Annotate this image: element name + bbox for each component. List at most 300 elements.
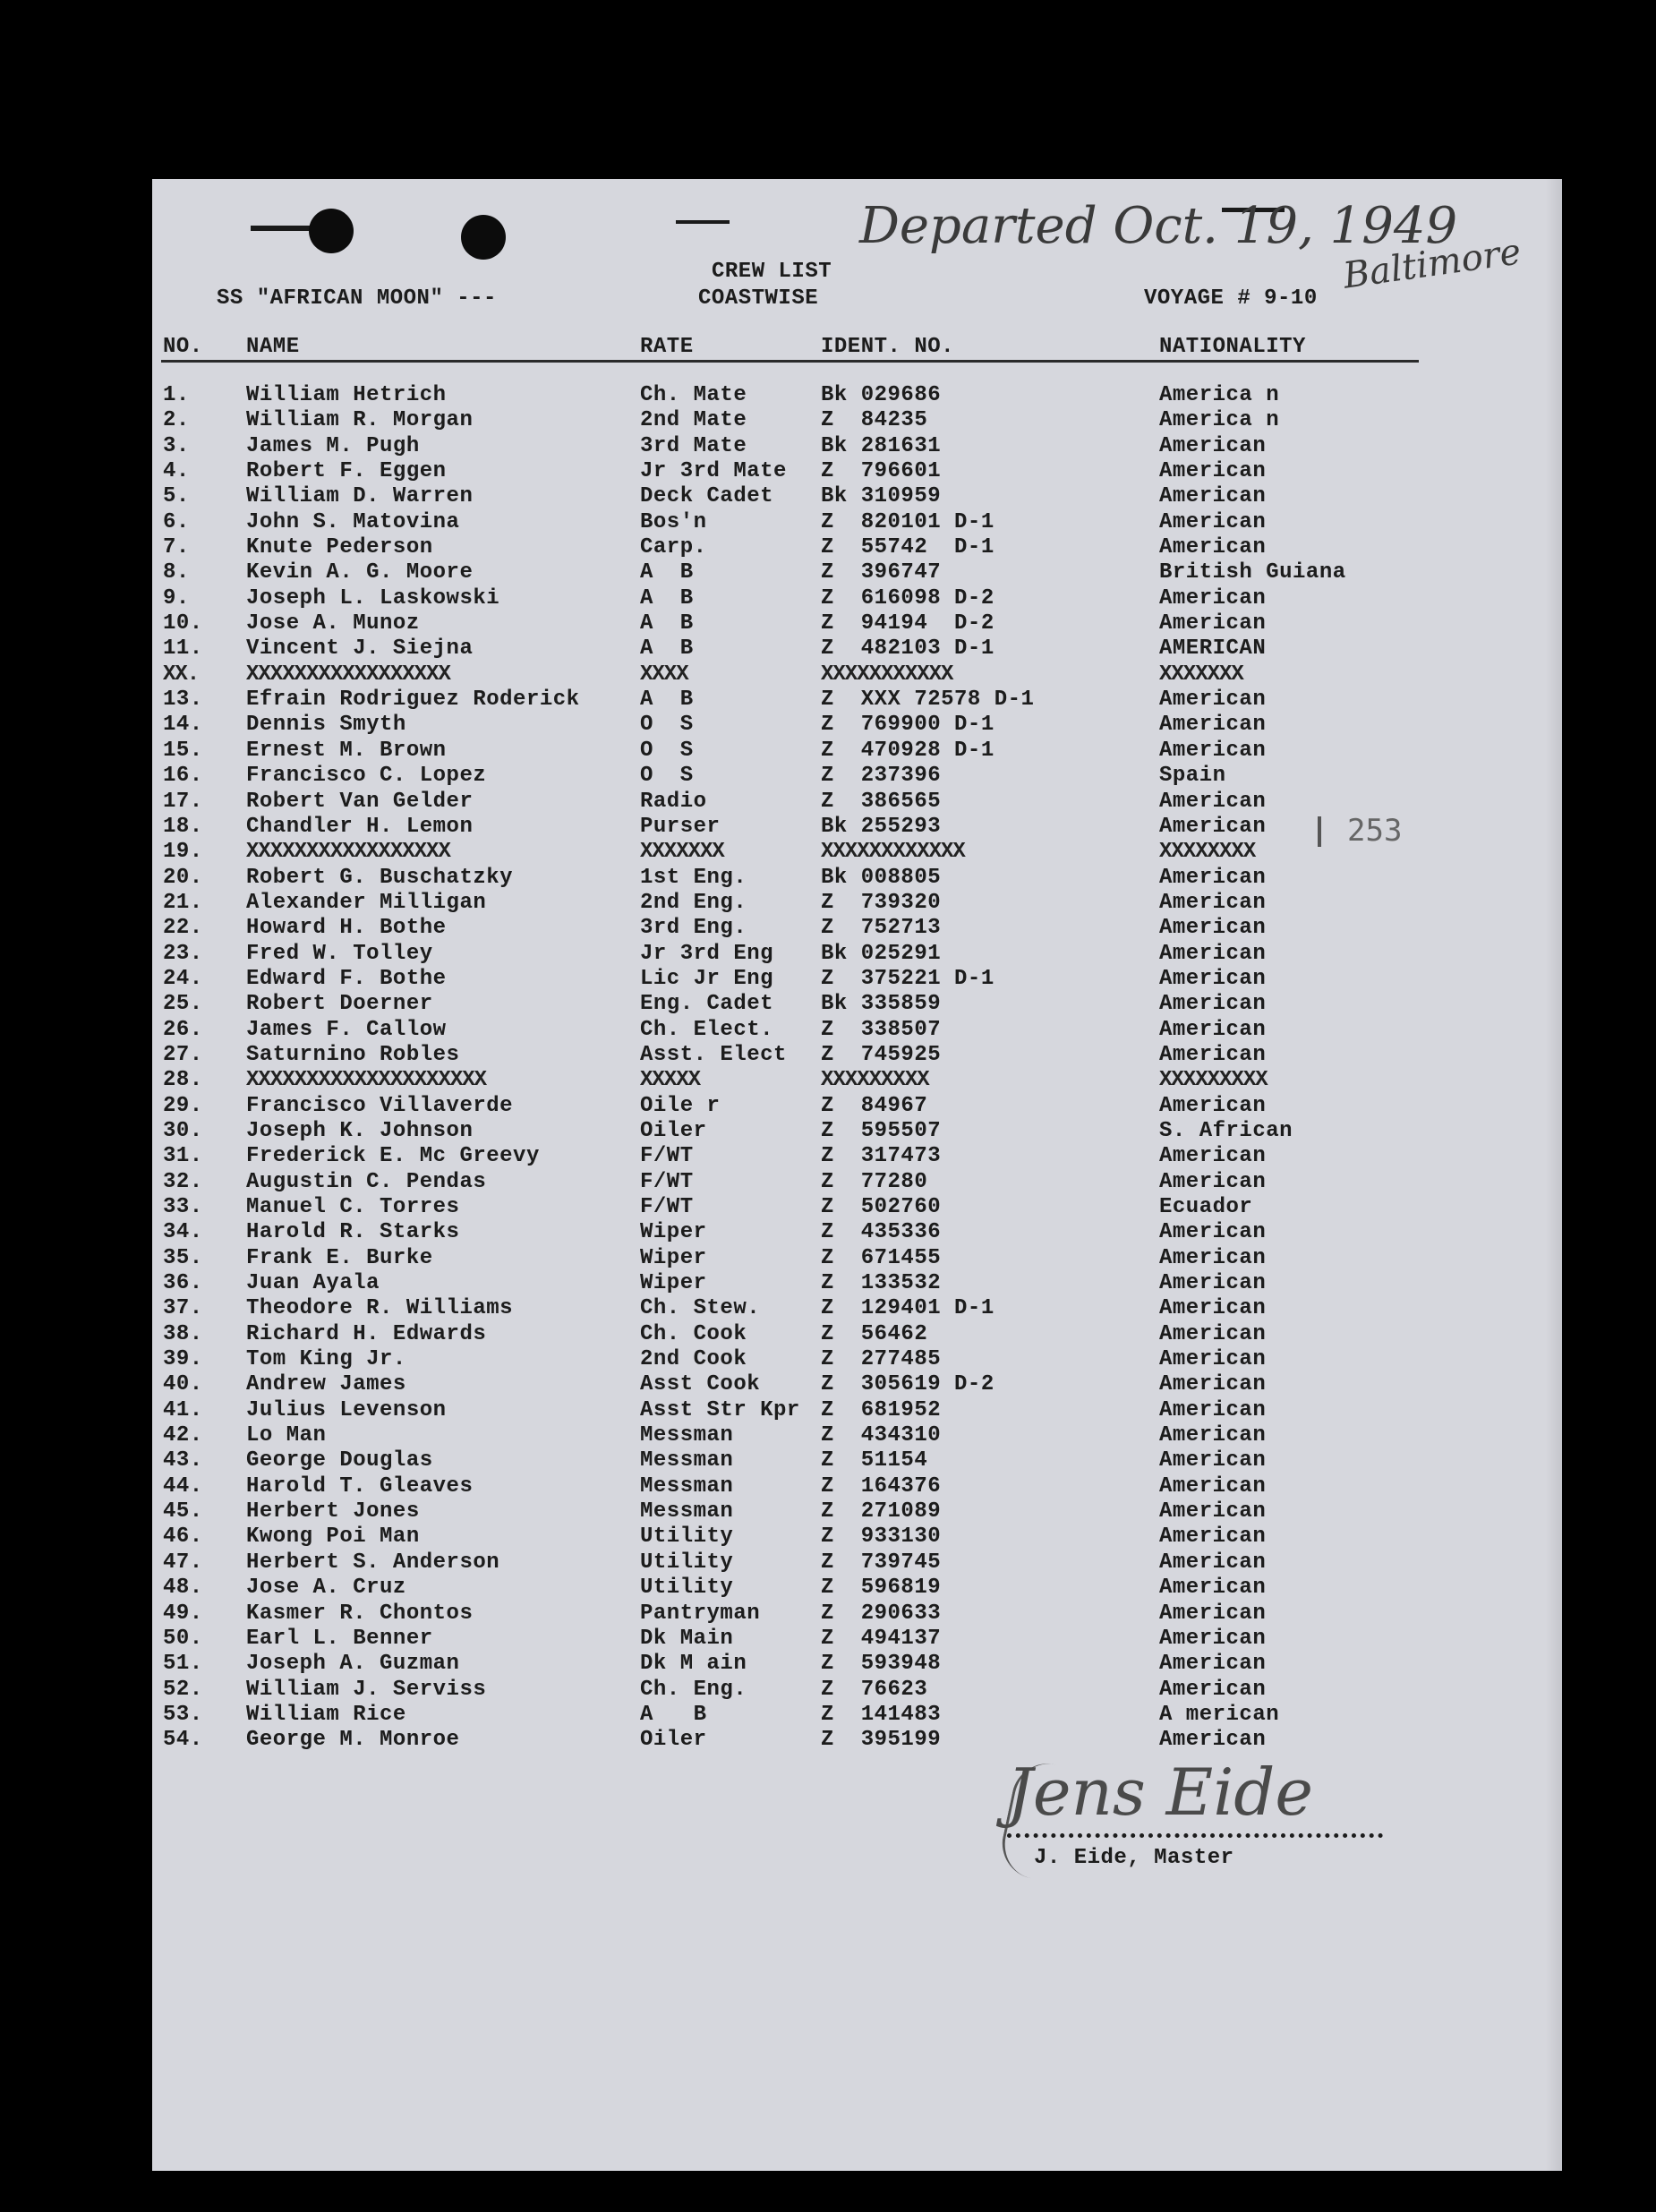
table-row <box>152 1601 1562 1627</box>
table-row <box>152 1296 1562 1321</box>
row-number: XX. <box>163 662 200 687</box>
crew-rate: 2nd Mate <box>640 408 747 433</box>
crew-name: George Douglas <box>246 1448 433 1473</box>
crew-rate: A B <box>640 688 694 713</box>
nationality: American <box>1159 1448 1267 1473</box>
crew-name: Robert F. Eggen <box>246 459 447 484</box>
crew-name: Juan Ayala <box>246 1271 380 1296</box>
nationality: American <box>1159 1169 1267 1194</box>
ident-number: Z 55742 D-1 <box>821 535 994 560</box>
crew-rate: Utility <box>640 1576 734 1601</box>
table-row <box>152 1144 1562 1169</box>
ident-number: Z 305619 D-2 <box>821 1372 994 1397</box>
nationality: American <box>1159 738 1267 763</box>
crew-rate: A B <box>640 560 694 585</box>
ident-number: Z 51154 <box>821 1448 928 1473</box>
ident-number: Z 502760 <box>821 1195 942 1219</box>
crew-name: Lo Man <box>246 1423 327 1448</box>
table-row <box>152 484 1562 509</box>
nationality: XXXXXXXXX <box>1159 1068 1268 1093</box>
crew-name: William J. Serviss <box>246 1677 487 1702</box>
table-row <box>152 1170 1562 1195</box>
column-header-name: NAME <box>246 335 300 359</box>
row-number: 47. <box>163 1550 203 1575</box>
nationality: S. African <box>1159 1118 1293 1143</box>
row-number: 43. <box>163 1448 203 1473</box>
crew-rate: Messman <box>640 1448 734 1473</box>
ident-number: Z 681952 <box>821 1397 942 1422</box>
table-row <box>152 1474 1562 1499</box>
crew-name: Francisco Villaverde <box>246 1093 514 1118</box>
table-row <box>152 1576 1562 1601</box>
table-row <box>152 560 1562 585</box>
nationality: American <box>1159 585 1267 611</box>
ident-number: XXXXXXXXXXX <box>821 662 953 687</box>
crew-rate: Oile r <box>640 1093 721 1118</box>
table-row <box>152 790 1562 815</box>
crew-rate: Jr 3rd Mate <box>640 459 787 484</box>
punch-hole <box>461 215 506 260</box>
crew-rate: Ch. Stew. <box>640 1296 761 1321</box>
crew-name: Knute Pederson <box>246 535 433 560</box>
table-row <box>152 1499 1562 1524</box>
table-row <box>152 992 1562 1017</box>
row-number: 8. <box>163 560 190 585</box>
crew-rate: 3rd Mate <box>640 433 747 458</box>
ident-number: Z 745925 <box>821 1042 942 1067</box>
ident-number: Z 141483 <box>821 1702 942 1727</box>
ident-number: Bk 310959 <box>821 484 942 509</box>
handwritten-signature: Jens Eide <box>1007 1755 1313 1830</box>
table-row <box>152 1550 1562 1576</box>
nationality: American <box>1159 1220 1267 1245</box>
crew-name: Ernest M. Brown <box>246 738 447 763</box>
table-row <box>152 1423 1562 1448</box>
nationality: American <box>1159 1728 1267 1753</box>
crew-rate: Oiler <box>640 1728 707 1753</box>
crew-name: William D. Warren <box>246 484 474 509</box>
row-number: 28. <box>163 1068 203 1093</box>
row-number: 40. <box>163 1372 203 1397</box>
crew-name: Francisco C. Lopez <box>246 764 487 789</box>
ident-number: Z 482103 D-1 <box>821 636 994 662</box>
crew-rate: Messman <box>640 1499 734 1524</box>
table-row <box>152 662 1562 688</box>
crew-rate: A B <box>640 1702 707 1727</box>
table-row <box>152 840 1562 865</box>
crew-name: Harold R. Starks <box>246 1220 460 1245</box>
row-number: 17. <box>163 789 203 814</box>
row-number: 26. <box>163 1017 203 1042</box>
table-row <box>152 1195 1562 1220</box>
row-number: 34. <box>163 1220 203 1245</box>
nationality: American <box>1159 1347 1267 1372</box>
ident-number: Z 133532 <box>821 1271 942 1296</box>
master-signature-typed: J. Eide, Master <box>1034 1846 1234 1870</box>
crew-name: Kwong Poi Man <box>246 1524 420 1550</box>
nationality: American <box>1159 1093 1267 1118</box>
row-number: 35. <box>163 1245 203 1270</box>
crew-rate: Asst Cook <box>640 1372 761 1397</box>
crew-rate: Ch. Cook <box>640 1321 747 1346</box>
crew-rate: Lic Jr Eng <box>640 966 774 991</box>
crew-name: William Hetrich <box>246 383 447 407</box>
crew-rate: Wiper <box>640 1220 707 1245</box>
nationality: American <box>1159 1245 1267 1270</box>
crew-name: Joseph L. Laskowski <box>246 585 500 611</box>
crew-rate: F/WT <box>640 1169 694 1194</box>
nationality: American <box>1159 1397 1267 1422</box>
crew-rate: XXXXXXX <box>640 840 724 865</box>
nationality: Spain <box>1159 764 1226 789</box>
nationality: American <box>1159 1601 1267 1626</box>
crew-name: Herbert S. Anderson <box>246 1550 500 1575</box>
row-number: 19. <box>163 840 203 865</box>
vessel-name: SS "AFRICAN MOON" --- <box>217 286 497 311</box>
ident-number: Bk 255293 <box>821 814 942 839</box>
column-header-nationality: NATIONALITY <box>1159 335 1306 359</box>
ident-number: Z 593948 <box>821 1652 942 1677</box>
table-row <box>152 535 1562 560</box>
nationality: American <box>1159 992 1267 1017</box>
crew-rate: Utility <box>640 1524 734 1550</box>
table-row <box>152 1220 1562 1245</box>
row-number: 37. <box>163 1296 203 1321</box>
ident-number: Z 435336 <box>821 1220 942 1245</box>
row-number: 36. <box>163 1271 203 1296</box>
ident-number: Z 796601 <box>821 459 942 484</box>
crew-rate: Messman <box>640 1423 734 1448</box>
ident-number: Z 338507 <box>821 1017 942 1042</box>
crew-rate: Ch. Eng. <box>640 1677 747 1702</box>
table-row <box>152 1398 1562 1423</box>
row-number: 5. <box>163 484 190 509</box>
crew-rate: Asst. Elect <box>640 1042 787 1067</box>
row-number: 21. <box>163 890 203 915</box>
handwritten-port: Baltimore <box>1340 231 1524 297</box>
table-row <box>152 383 1562 408</box>
nationality: American <box>1159 433 1267 458</box>
column-header-ident: IDENT. NO. <box>821 335 955 359</box>
crew-rate: A B <box>640 611 694 636</box>
crew-name: William Rice <box>246 1702 406 1727</box>
ident-number: Z 396747 <box>821 560 942 585</box>
ident-number: Z 933130 <box>821 1524 942 1550</box>
ident-number: Z 470928 D-1 <box>821 738 994 763</box>
crew-rate: Asst Str Kpr <box>640 1397 800 1422</box>
crew-name: XXXXXXXXXXXXXXXXX <box>246 840 450 865</box>
table-row <box>152 408 1562 433</box>
nationality: American <box>1159 1296 1267 1321</box>
row-number: 24. <box>163 966 203 991</box>
row-number: 10. <box>163 611 203 636</box>
crew-name: Augustin C. Pendas <box>246 1169 487 1194</box>
crew-name: Jose A. Cruz <box>246 1576 406 1601</box>
row-number: 53. <box>163 1702 203 1727</box>
ident-number: Z 386565 <box>821 789 942 814</box>
table-row <box>152 510 1562 535</box>
row-number: 7. <box>163 535 190 560</box>
nationality: American <box>1159 459 1267 484</box>
nationality: XXXXXXXX <box>1159 840 1256 865</box>
nationality: American <box>1159 713 1267 738</box>
ident-number: Z 94194 D-2 <box>821 611 994 636</box>
row-number: 14. <box>163 713 203 738</box>
table-row <box>152 1678 1562 1703</box>
crew-name: Howard H. Bothe <box>246 916 447 941</box>
ident-number: Z 616098 D-2 <box>821 585 994 611</box>
table-row <box>152 866 1562 891</box>
crew-name: Jose A. Munoz <box>246 611 420 636</box>
nationality: American <box>1159 484 1267 509</box>
nationality: American <box>1159 1499 1267 1524</box>
crew-rate: F/WT <box>640 1195 694 1219</box>
row-number: 15. <box>163 738 203 763</box>
crew-name: Fred W. Tolley <box>246 941 433 966</box>
crew-name: Theodore R. Williams <box>246 1296 514 1321</box>
ident-number: Z 494137 <box>821 1626 942 1651</box>
crew-name: Joseph K. Johnson <box>246 1118 474 1143</box>
top-dash-mark <box>251 226 313 231</box>
nationality: XXXXXXX <box>1159 662 1243 687</box>
ident-number: Z 290633 <box>821 1601 942 1626</box>
crew-name: Frederick E. Mc Greevy <box>246 1144 540 1169</box>
ident-number: Bk 335859 <box>821 992 942 1017</box>
crew-name: XXXXXXXXXXXXXXXXX <box>246 662 450 687</box>
nationality: American <box>1159 535 1267 560</box>
crew-table <box>152 383 1562 1754</box>
row-number: 16. <box>163 764 203 789</box>
document-subtitle: COASTWISE <box>698 286 819 311</box>
ident-number: Z 434310 <box>821 1423 942 1448</box>
crew-name: Chandler H. Lemon <box>246 814 474 839</box>
crew-name: Herbert Jones <box>246 1499 420 1524</box>
top-dash-mark <box>676 220 730 224</box>
ident-number: Z 129401 D-1 <box>821 1296 994 1321</box>
nationality: American <box>1159 1524 1267 1550</box>
table-row <box>152 1728 1562 1753</box>
voyage-number: VOYAGE # 9-10 <box>1144 286 1318 311</box>
nationality: American <box>1159 941 1267 966</box>
row-number: 13. <box>163 688 203 713</box>
ident-number: Z 596819 <box>821 1576 942 1601</box>
nationality: American <box>1159 1144 1267 1169</box>
signature-line <box>1007 1833 1383 1838</box>
row-number: 2. <box>163 408 190 433</box>
crew-rate: 1st Eng. <box>640 865 747 890</box>
table-row <box>152 1094 1562 1119</box>
crew-rate: Purser <box>640 814 721 839</box>
crew-name: Robert Doerner <box>246 992 433 1017</box>
ident-number: Z 277485 <box>821 1347 942 1372</box>
crew-name: Manuel C. Torres <box>246 1195 460 1219</box>
crew-name: Saturnino Robles <box>246 1042 460 1067</box>
row-number: 32. <box>163 1169 203 1194</box>
row-number: 44. <box>163 1473 203 1499</box>
crew-list-document <box>152 179 1562 2171</box>
nationality: A merican <box>1159 1702 1280 1727</box>
crew-name: Kevin A. G. Moore <box>246 560 474 585</box>
ident-number: Z 84235 <box>821 408 928 433</box>
crew-rate: Oiler <box>640 1118 707 1143</box>
ident-number: XXXXXXXXXXXX <box>821 840 965 865</box>
table-row <box>152 764 1562 789</box>
punch-hole <box>309 209 354 253</box>
crew-name: Kasmer R. Chontos <box>246 1601 474 1626</box>
ident-number: XXXXXXXXX <box>821 1068 929 1093</box>
crew-name: Robert Van Gelder <box>246 789 474 814</box>
nationality: American <box>1159 1321 1267 1346</box>
nationality: American <box>1159 1271 1267 1296</box>
table-row <box>152 916 1562 941</box>
row-number: 41. <box>163 1397 203 1422</box>
crew-name: Richard H. Edwards <box>246 1321 487 1346</box>
crew-name: James M. Pugh <box>246 433 420 458</box>
crew-rate: O S <box>640 764 694 789</box>
nationality: America n <box>1159 383 1280 407</box>
ident-number: Z 739745 <box>821 1550 942 1575</box>
column-header-no: NO. <box>163 335 203 359</box>
row-number: 25. <box>163 992 203 1017</box>
nationality: American <box>1159 688 1267 713</box>
crew-name: Alexander Milligan <box>246 890 487 915</box>
table-row <box>152 1372 1562 1397</box>
ident-number: Z 752713 <box>821 916 942 941</box>
ident-number: Z XXX 72578 D-1 <box>821 688 1035 713</box>
crew-name: Efrain Rodriguez Roderick <box>246 688 580 713</box>
ident-number: Z 317473 <box>821 1144 942 1169</box>
ident-number: Z 77280 <box>821 1169 928 1194</box>
crew-name: George M. Monroe <box>246 1728 460 1753</box>
crew-name: Harold T. Gleaves <box>246 1473 474 1499</box>
nationality: American <box>1159 814 1267 839</box>
ident-number: Z 820101 D-1 <box>821 509 994 534</box>
table-row <box>152 1246 1562 1271</box>
table-row <box>152 1524 1562 1550</box>
crew-rate: XXXXX <box>640 1068 701 1093</box>
nationality: American <box>1159 509 1267 534</box>
table-row <box>152 611 1562 636</box>
nationality: American <box>1159 1652 1267 1677</box>
crew-rate: A B <box>640 585 694 611</box>
crew-rate: 3rd Eng. <box>640 916 747 941</box>
ident-number: Z 84967 <box>821 1093 928 1118</box>
row-number: 39. <box>163 1347 203 1372</box>
crew-name: Andrew James <box>246 1372 406 1397</box>
ident-number: Z 56462 <box>821 1321 928 1346</box>
ident-number: Z 164376 <box>821 1473 942 1499</box>
ident-number: Z 76623 <box>821 1677 928 1702</box>
table-row <box>152 1347 1562 1372</box>
row-number: 11. <box>163 636 203 662</box>
crew-rate: Ch. Elect. <box>640 1017 774 1042</box>
ident-number: Z 271089 <box>821 1499 942 1524</box>
nationality: American <box>1159 1576 1267 1601</box>
table-row <box>152 1018 1562 1043</box>
crew-rate: Wiper <box>640 1245 707 1270</box>
row-number: 18. <box>163 814 203 839</box>
crew-rate: Dk M ain <box>640 1652 747 1677</box>
ident-number: Z 237396 <box>821 764 942 789</box>
crew-name: Earl L. Benner <box>246 1626 433 1651</box>
nationality: American <box>1159 916 1267 941</box>
crew-name: James F. Callow <box>246 1017 447 1042</box>
nationality: American <box>1159 1017 1267 1042</box>
table-row <box>152 967 1562 992</box>
table-row <box>152 459 1562 484</box>
ident-number: Z 671455 <box>821 1245 942 1270</box>
row-number: 30. <box>163 1118 203 1143</box>
row-number: 48. <box>163 1576 203 1601</box>
table-row <box>152 1043 1562 1068</box>
crew-rate: Wiper <box>640 1271 707 1296</box>
crew-name: William R. Morgan <box>246 408 474 433</box>
table-row <box>152 815 1562 840</box>
ident-number: Bk 281631 <box>821 433 942 458</box>
ident-number: Z 739320 <box>821 890 942 915</box>
row-number: 9. <box>163 585 190 611</box>
ident-number: Z 769900 D-1 <box>821 713 994 738</box>
table-row <box>152 586 1562 611</box>
crew-name: Robert G. Buschatzky <box>246 865 514 890</box>
crew-name: John S. Matovina <box>246 509 460 534</box>
row-number: 6. <box>163 509 190 534</box>
nationality: American <box>1159 1677 1267 1702</box>
table-row <box>152 1068 1562 1093</box>
table-row <box>152 1448 1562 1473</box>
row-number: 50. <box>163 1626 203 1651</box>
nationality: American <box>1159 1626 1267 1651</box>
row-number: 33. <box>163 1195 203 1219</box>
crew-name: Frank E. Burke <box>246 1245 433 1270</box>
crew-name: Edward F. Bothe <box>246 966 447 991</box>
table-row <box>152 1271 1562 1296</box>
nationality: AMERICAN <box>1159 636 1267 662</box>
table-row <box>152 739 1562 764</box>
table-row <box>152 636 1562 662</box>
nationality: American <box>1159 1473 1267 1499</box>
nationality: American <box>1159 865 1267 890</box>
row-number: 51. <box>163 1652 203 1677</box>
row-number: 42. <box>163 1423 203 1448</box>
crew-rate: Ch. Mate <box>640 383 747 407</box>
table-row <box>152 688 1562 713</box>
crew-rate: 2nd Cook <box>640 1347 747 1372</box>
row-number: 4. <box>163 459 190 484</box>
table-row <box>152 1627 1562 1652</box>
crew-rate: XXXX <box>640 662 688 687</box>
document-title: CREW LIST <box>712 260 832 284</box>
ident-number: Bk 008805 <box>821 865 942 890</box>
ident-number: Z 595507 <box>821 1118 942 1143</box>
row-number: 49. <box>163 1601 203 1626</box>
crew-name: Julius Levenson <box>246 1397 447 1422</box>
ident-number: Z 375221 D-1 <box>821 966 994 991</box>
row-number: 45. <box>163 1499 203 1524</box>
table-row <box>152 1322 1562 1347</box>
header-rule <box>161 360 1419 363</box>
crew-rate: O S <box>640 738 694 763</box>
crew-rate: A B <box>640 636 694 662</box>
crew-rate: Radio <box>640 789 707 814</box>
row-number: 22. <box>163 916 203 941</box>
crew-rate: Carp. <box>640 535 707 560</box>
nationality: American <box>1159 966 1267 991</box>
row-number: 31. <box>163 1144 203 1169</box>
crew-rate: F/WT <box>640 1144 694 1169</box>
nationality: Ecuador <box>1159 1195 1253 1219</box>
ident-number: Bk 025291 <box>821 941 942 966</box>
